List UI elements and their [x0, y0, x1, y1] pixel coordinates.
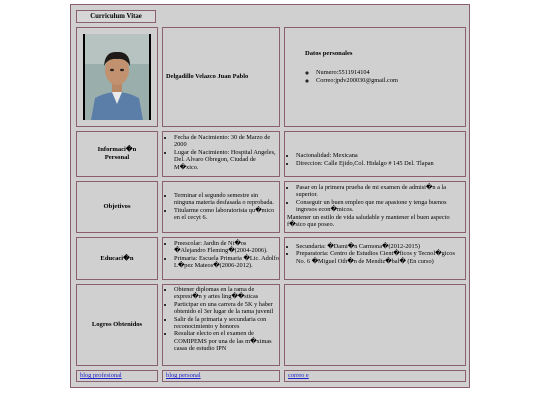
education-item: • Secundaria: �Dami�n Carmona�(2012-2015)	[296, 243, 465, 250]
personal-info-right	[284, 131, 466, 177]
achievement-item: • Resultar electo en el examen de COMIPEMS por una de las m�ximas casas de estudio IPN	[174, 330, 279, 352]
education-item: • Preparatoria: Centro de Estudios Cient�ficos y Tecnol�gicos No. 6 �Miguel Oth�n de Mendiz�bal� (En curso)	[296, 250, 465, 265]
objective-item: • Terminar el segundo semestre sin ninguna materia desfasada o reprobada.	[174, 192, 279, 207]
personal-data-heading: Datos personales	[305, 50, 353, 57]
objective-item: • Titularme como laboratorista qu�mico en el cecyt 6.	[174, 207, 279, 222]
resume-page	[70, 4, 470, 388]
email-address: ◦ Correo:jpdv200030@gmail.com	[316, 77, 465, 84]
personal-info-left	[162, 131, 280, 177]
education-item: • Primaria: Escuela Primaria �Lic. Adolfo L�pez Mateos�(2006-2012).	[174, 255, 279, 270]
link-cell	[284, 370, 466, 382]
achievements-empty-cell	[284, 284, 466, 366]
link-cell	[162, 370, 280, 382]
birth-date: • Fecha de Nacimiento: 30 de Marzo de 2000	[174, 134, 279, 149]
address: • Direccion: Calle Ejido,Col. Hidalgo # 145 Del. Tlapan	[296, 160, 434, 167]
link-cell	[76, 370, 158, 382]
achievements-label: Logros Obtenidos	[76, 284, 158, 366]
page-title: Curriculum Vitae	[76, 10, 156, 23]
education-item: • Preescolar: Jardin de Ni�os �Alejandro Fleming�(2004-2006).	[174, 240, 279, 255]
name-cell	[162, 27, 280, 127]
personal-data-cell	[284, 27, 466, 127]
objective-text: Mantener un estilo de vida saludable y mantener el buen aspecto f�sico que poseo.	[287, 213, 450, 229]
education-right	[284, 237, 466, 280]
achievement-item: • Participar en una carrera de 5K y haber obtenido el 3er lugar de la rama juvenil	[174, 301, 279, 316]
professional-blog-link[interactable]: blog profesional	[80, 372, 122, 379]
objective-item: • Pasar en la primera prueba de mi examen de admisi�n a la superior.	[296, 184, 465, 199]
photo-frame	[83, 34, 151, 120]
achievements-list-cell	[162, 284, 280, 366]
photo-cell	[76, 27, 158, 127]
personal-blog-link[interactable]: blog personal	[166, 372, 201, 379]
birth-place: • Lugar de Nacimiento: Hospital Angeles, Del. Alvaro Obregon, Ciudad de M�xico.	[174, 149, 279, 171]
education-label: Educaci�n	[76, 237, 158, 280]
profile-photo-illustration	[85, 34, 149, 120]
full-name: Delgadillo Velazco Juan Pablo	[166, 73, 249, 81]
objectives-right	[284, 181, 466, 233]
objective-item: • Conseguir un buen empleo que me apasione y tenga buenos ingresos econ�micos.	[296, 199, 465, 214]
nationality: • Nacionalidad: Mexicana	[296, 152, 434, 159]
personal-info-label: Informaci�n Personal	[76, 131, 158, 177]
education-left	[162, 237, 280, 280]
objectives-left	[162, 181, 280, 233]
achievement-item: • Obtener diplomas en la rama de expresi�n y artes ling��sticas	[174, 286, 279, 301]
objectives-label: Objetivos	[76, 181, 158, 233]
profile-photo	[85, 34, 149, 120]
email-link[interactable]: correo e	[288, 372, 309, 379]
phone-number: ◦ Numero:5511914104	[316, 69, 465, 76]
achievement-item: • Salir de la primaria y secundaria con reconocimiento y honores	[174, 316, 279, 331]
